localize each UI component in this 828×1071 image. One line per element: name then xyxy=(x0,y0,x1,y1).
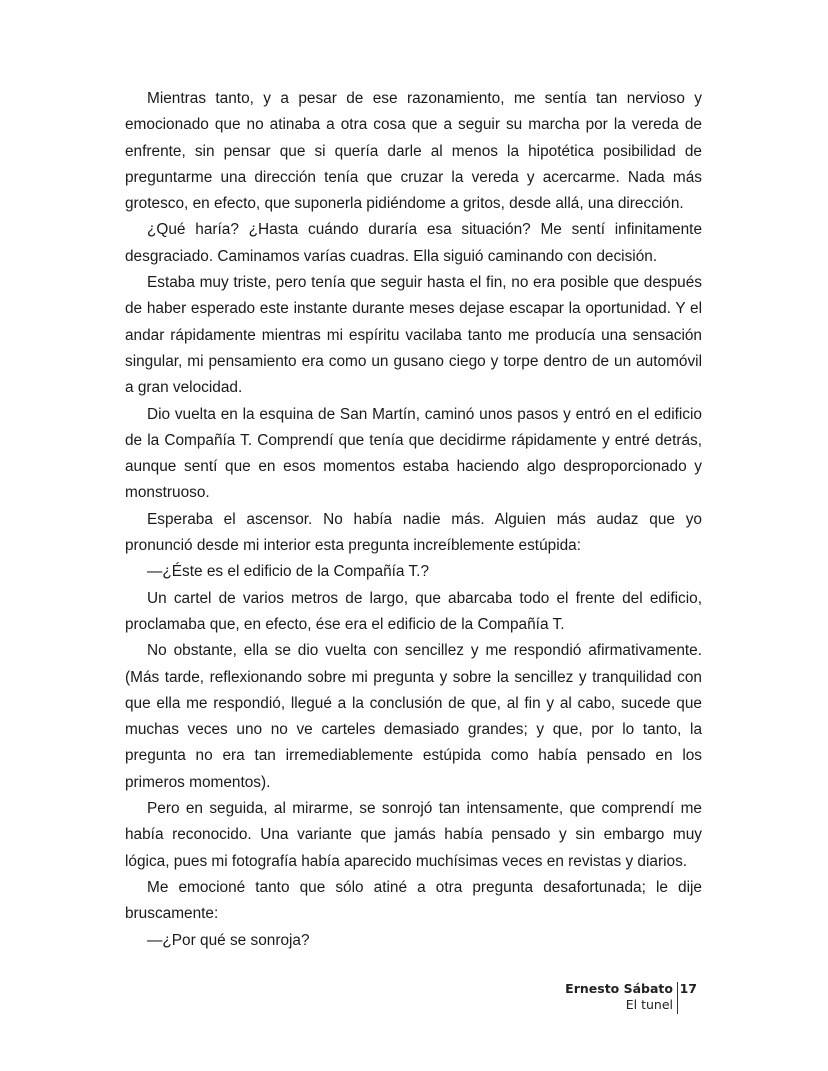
paragraph: Esperaba el ascensor. No había nadie más. Alguien más audaz que yo pronunció desde mi interior esta pregunta increíblemente estúpida: xyxy=(125,510,702,555)
paragraph: Pero en seguida, al mirarme, se sonrojó tan intensamente, que comprendí me había reconocido. Una variante que jamás había pensado y sin embargo muy lógica, pues mi fotografía había aparecido muchísimas veces en revistas y diarios. xyxy=(125,800,702,870)
body-text xyxy=(125,86,702,954)
page-number: 17 xyxy=(679,981,697,996)
paragraph: No obstante, ella se dio vuelta con sencillez y me respondió afirmativamente. (Más tarde, reflexionando sobre mi pregunta y sobre la sencillez y tranquilidad con que ella me respondió, llegué a la conclusión de que, al fin y al cabo, sucede que muchas veces uno no ve carteles demasiado grandes; y que, por lo tanto, la pregunta no era tan irremediablemente estúpida como había pensado en los primeros momentos). xyxy=(125,642,702,791)
footer-divider xyxy=(677,982,678,1014)
paragraph: Estaba muy triste, pero tenía que seguir hasta el fin, no era posible que después de haber esperado este instante durante meses dejase escapar la oportunidad. Y el andar rápidamente mientras mi espíritu vacilaba tanto me producía una sensación singular, mi pensamiento era como un gusano ciego y torpe dentro de un automóvil a gran velocidad. xyxy=(125,274,702,397)
dialogue-line: —¿Éste es el edificio de la Compañía T.? xyxy=(147,563,430,581)
footer-author: Ernesto Sábato xyxy=(565,981,673,996)
dialogue-line: —¿Por qué se sonroja? xyxy=(147,931,310,949)
paragraph: Me emocioné tanto que sólo atiné a otra pregunta desafortunada; le dije bruscamente: xyxy=(125,878,702,923)
paragraph: Dio vuelta en la esquina de San Martín, caminó unos pasos y entró en el edificio de la Compañía T. Comprendí que tenía que decidirme rápidamente y entré detrás, aunque sentí que en esos momentos estaba haciendo algo desproporcionado y monstruoso. xyxy=(125,405,702,502)
paragraph: ¿Qué haría? ¿Hasta cuándo duraría esa situación? Me sentí infinitamente desgraciado. Caminamos varías cuadras. Ella siguió caminando con decisión. xyxy=(125,221,702,265)
paragraph: Un cartel de varios metros de largo, que abarcaba todo el frente del edificio, proclamaba que, en efecto, ése era el edificio de la Compañía T. xyxy=(125,589,702,633)
footer-attribution xyxy=(565,981,673,1013)
page-footer xyxy=(540,981,700,1015)
paragraph: Mientras tanto, y a pesar de ese razonamiento, me sentía tan nervioso y emocionado que no atinaba a otra cosa que a seguir su marcha por la vereda de enfrente, sin pensar que si quería darle al menos la hipotética posibilidad de preguntarme una dirección tenía que cruzar la vereda y acercarme. Nada más grotesco, en efecto, que suponerla pidiéndome a gritos, desde allá, una dirección. xyxy=(125,90,702,213)
footer-book-title: El tunel xyxy=(625,997,673,1012)
